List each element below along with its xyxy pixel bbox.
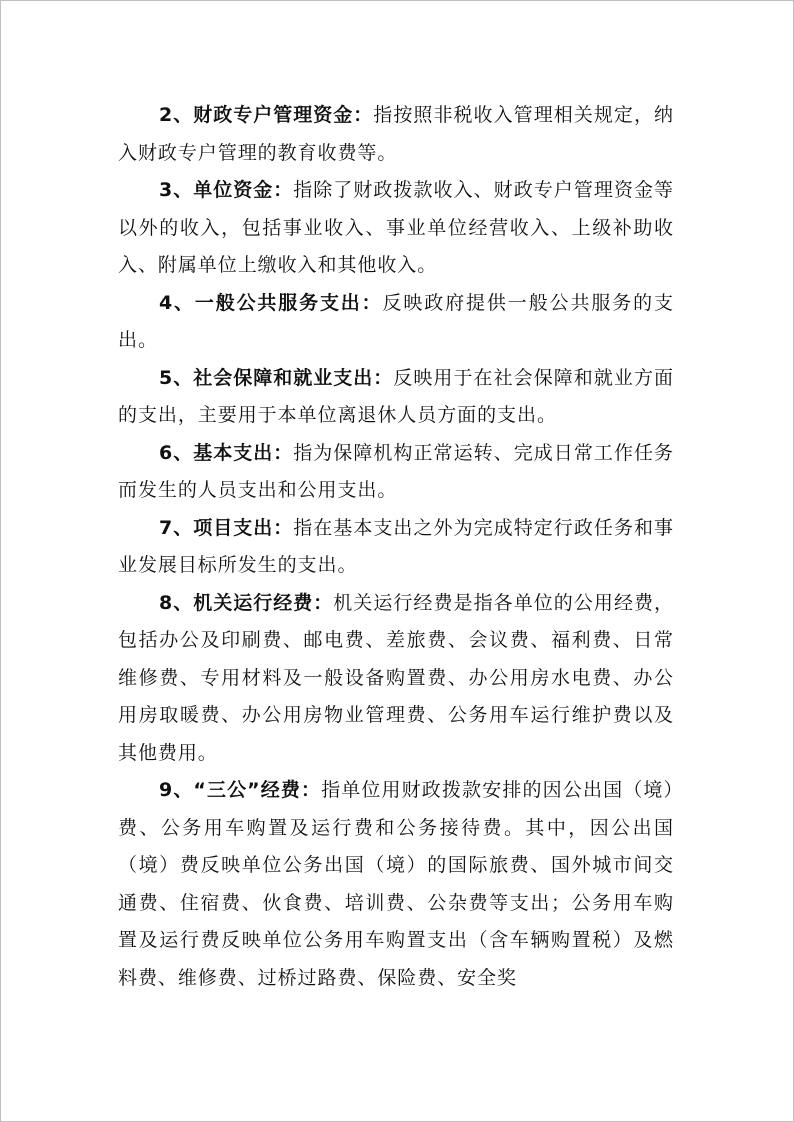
term-definition: 机关运行经费是指各单位的公用经费，包括办公及印刷费、邮电费、差旅费、会议费、福利费、日常维修费、专用材料及一般设备购置费、办公用房水电费、办公用房取暖费、办公用房物业管理费、公务用车运行维护费以及其他费用。 [118, 591, 674, 764]
term-label: 9、“三公”经费： [159, 779, 322, 801]
term-label: 7、项目支出： [159, 516, 294, 539]
term-definition: 指单位用财政拨款安排的因公出国（境）费、公务用车购置及运行费和公务接待费。其中，因公出国（境）费反映单位公务出国（境）的国际旅费、国外城市间交通费、住宿费、伙食费、培训费、公杂费等支出；公务用车购置及运行费反映单位公务用车购置支出（含车辆购置税）及燃料费、维修费、过桥过路费、保险费、安全奖 [118, 779, 674, 989]
term-definition: 指除了财政拨款收入、财政专户管理资金等以外的收入，包括事业收入、事业单位经营收入、上级补助收入、附属单位上缴收入和其他收入。 [118, 179, 674, 276]
document-body [118, 97, 674, 997]
term-label: 3、单位资金： [159, 179, 294, 201]
paragraph-fiscal-account-funds [118, 97, 674, 172]
paragraph-project-expenditure [118, 510, 674, 585]
term-label: 6、基本支出： [159, 441, 294, 464]
term-label: 4、一般公共服务支出： [159, 291, 383, 314]
paragraph-basic-expenditure [118, 435, 674, 510]
term-definition: 反映用于在社会保障和就业方面的支出，主要用于本单位离退休人员方面的支出。 [118, 366, 674, 426]
paragraph-three-public-expenses [118, 772, 674, 997]
paragraph-general-public-services [118, 285, 674, 360]
term-label: 2、财政专户管理资金： [159, 104, 374, 126]
term-definition: 反映政府提供一般公共服务的支出。 [118, 291, 674, 351]
paragraph-operating-expenses [118, 585, 674, 773]
paragraph-social-security [118, 360, 674, 435]
paragraph-unit-funds [118, 172, 674, 285]
term-definition: 指为保障机构正常运转、完成日常工作任务而发生的人员支出和公用支出。 [118, 441, 674, 501]
term-label: 5、社会保障和就业支出： [159, 366, 394, 389]
term-definition: 指在基本支出之外为完成特定行政任务和事业发展目标所发生的支出。 [118, 516, 674, 576]
term-definition: 指按照非税收入管理相关规定，纳入财政专户管理的教育收费等。 [118, 104, 674, 164]
term-label: 8、机关运行经费： [159, 591, 334, 614]
